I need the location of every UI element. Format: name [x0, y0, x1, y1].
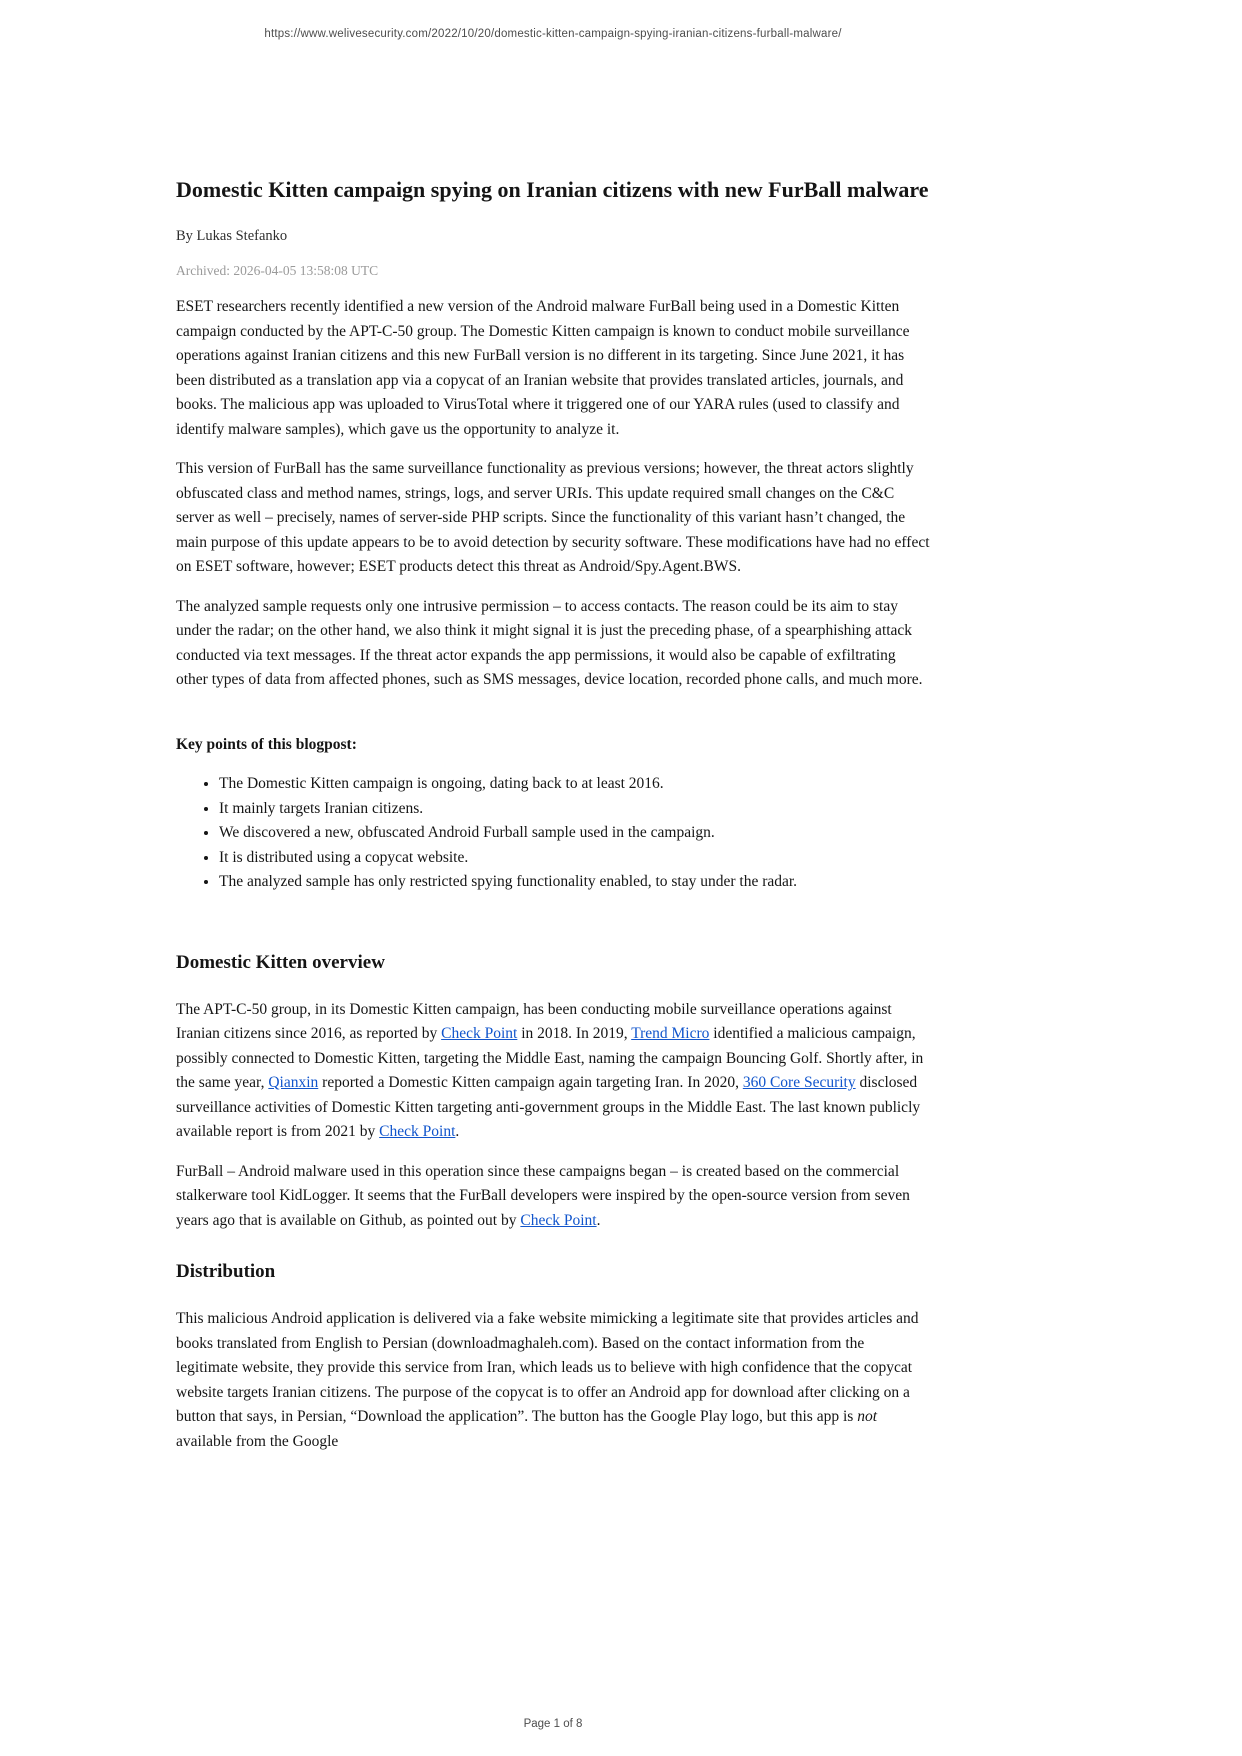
key-points-heading: Key points of this blogpost:: [176, 735, 357, 753]
text-segment: available from the Google: [176, 1432, 339, 1450]
text-segment: The APT-C-50 group, in its Domestic Kitten campaign, has been conducting mobile surveillance operations against Iranian citizens since 2016, as reported by: [176, 1000, 892, 1042]
key-point-item: • The Domestic Kitten campaign is ongoing, dating back to at least 2016.: [219, 772, 930, 797]
key-point-item: • It is distributed using a copycat website.: [219, 846, 930, 871]
key-points-list: [176, 772, 930, 895]
text-segment: This malicious Android application is delivered via a fake website mimicking a legitimate site that provides articles and books translated from English to Persian (downloadmaghaleh.com). Based on the contact information from the legitimate website, they provide this service from Iran, which leads us to believe with high confidence that the copycat website targets Iranian citizens. The purpose of the copycat is to offer an Android app for download after clicking on a button that says, in Persian, “Download the application”. The button has the Google Play logo, but this app is: [176, 1310, 919, 1425]
paragraph-overview-1: [176, 998, 930, 1145]
link-qianxin[interactable]: Qianxin: [268, 1074, 319, 1091]
paragraph-intro-2: This version of FurBall has the same surveillance functionality as previous versions; however, the threat actors slightly obfuscated class and method names, strings, logs, and server URIs. This update required small changes on the C&C server as well – precisely, names of server-side PHP scripts. Since the functionality of this variant hasn’t changed, the main purpose of this update appears to be to avoid detection by security software. These modifications have had no effect on ESET software, however; ESET products detect this threat as Android/Spy.Agent.BWS.: [176, 460, 930, 575]
text-segment: in 2018. In 2019,: [517, 1025, 632, 1042]
paragraph-intro-3: The analyzed sample requests only one intrusive permission – to access contacts. The reason could be its aim to stay under the radar; on the other hand, we also think it might signal it is just the preceding phase, of a spearphishing attack conducted via text messages. If the threat actor expands the app permissions, it would also be capable of exfiltrating other types of data from affected phones, such as SMS messages, device location, recorded phone calls, and much more.: [176, 597, 923, 688]
key-point-item: • The analyzed sample has only restricted spying functionality enabled, to stay under the radar.: [219, 870, 930, 895]
emphasized-text: not: [857, 1408, 877, 1425]
text-segment: disclosed surveillance activities of Domestic Kitten targeting anti-government groups in the Middle East. The last known publicly available report is from 2021 by: [176, 1074, 921, 1140]
text-segment: FurBall – Android malware used in this operation since these campaigns began – is created based on the commercial stalkerware tool KidLogger. It seems that the FurBall developers were inspired by the open-source version from seven years ago that is available on Github, as pointed out by: [176, 1162, 910, 1229]
key-point-item: • It mainly targets Iranian citizens.: [219, 797, 930, 822]
text-segment: .: [455, 1123, 460, 1140]
key-point-item: • We discovered a new, obfuscated Android Furball sample used in the campaign.: [219, 821, 930, 846]
link-check-point-2021[interactable]: Check Point: [379, 1123, 456, 1140]
section-heading-overview: Domestic Kitten overview: [176, 951, 385, 973]
text-segment: .: [596, 1211, 601, 1229]
paragraph-intro-1: ESET researchers recently identified a new version of the Android malware FurBall being used in a Domestic Kitten campaign conducted by the APT-C-50 group. The Domestic Kitten campaign is known to conduct mobile surveillance operations against Iranian citizens and this new FurBall version is no different in its targeting. Since June 2021, it has been distributed as a translation app via a copycat of an Iranian website that provides translated articles, journals, and books. The malicious app was uploaded to VirusTotal where it triggered one of our YARA rules (used to classify and identify malware samples), which gave us the opportunity to analyze it.: [176, 298, 910, 438]
article-title: Domestic Kitten campaign spying on Iranian citizens with new FurBall malware: [176, 177, 929, 202]
page-footer: [176, 1718, 930, 1730]
byline: By Lukas Stefanko: [176, 228, 288, 244]
link-check-point-kidlogger[interactable]: Check Point: [520, 1211, 597, 1229]
link-360-core-security[interactable]: 360 Core Security: [742, 1074, 856, 1091]
link-trend-micro[interactable]: Trend Micro: [631, 1025, 710, 1042]
archived-timestamp: Archived: 2026-04-05 13:58:08 UTC: [176, 263, 379, 278]
text-segment: reported a Domestic Kitten campaign again targeting Iran. In 2020,: [318, 1074, 743, 1091]
text-segment: identified a malicious campaign, possibly connected to Domestic Kitten, targeting the Middle East, naming the campaign Bouncing Golf. Shortly after, in the same year,: [176, 1025, 924, 1091]
paragraph-distribution-1: [176, 1307, 930, 1454]
article: [176, 0, 930, 1469]
link-check-point-2018[interactable]: Check Point: [441, 1025, 518, 1042]
paragraph-overview-2: [176, 1160, 930, 1234]
source-url: https://www.welivesecurity.com/2022/10/20/domestic-kitten-campaign-spying-iranian-citizens-furball-malware/: [264, 28, 842, 40]
section-heading-distribution: Distribution: [176, 1261, 276, 1282]
page-number: Page 1 of 8: [523, 1718, 583, 1730]
